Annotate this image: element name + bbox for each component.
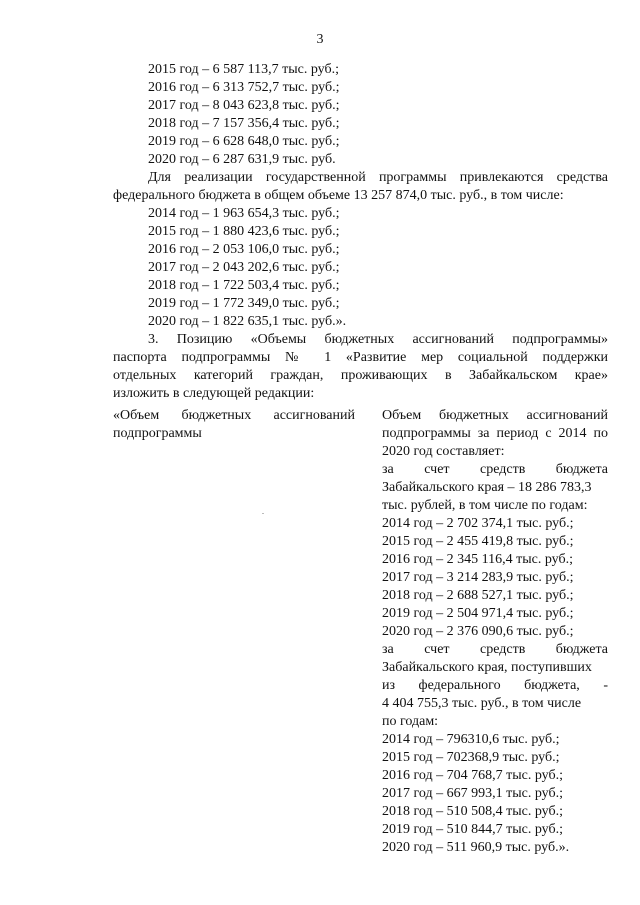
federal-year-line: 2016 год – 2 053 106,0 тыс. руб.; xyxy=(148,242,340,257)
top-year-line: 2018 год – 7 157 356,4 тыс. руб.; xyxy=(148,116,340,131)
table-right-year-line: 2016 год – 704 768,7 тыс. руб.; xyxy=(382,768,563,783)
table-right-year-line: 2019 год – 510 844,7 тыс. руб.; xyxy=(382,822,563,837)
federal-year-line: 2018 год – 1 722 503,4 тыс. руб.; xyxy=(148,278,340,293)
table-right-year-line: 2015 год – 702368,9 тыс. руб.; xyxy=(382,750,560,765)
table-left-line: подпрограммы xyxy=(113,426,202,441)
table-right-year-line: 2014 год – 796310,6 тыс. руб.; xyxy=(382,732,560,747)
table-right-line: по годам: xyxy=(382,714,439,729)
table-right-year-line: 2017 год – 3 214 283,9 тыс. руб.; xyxy=(382,570,574,585)
top-year-line: 2015 год – 6 587 113,7 тыс. руб.; xyxy=(148,62,339,77)
top-year-line: 2017 год – 8 043 623,8 тыс. руб.; xyxy=(148,98,340,113)
table-right-line: 2020 год составляет: xyxy=(382,444,505,459)
table-right-line: подпрограммы за период с 2014 по xyxy=(382,426,608,441)
top-year-line: 2016 год – 6 313 752,7 тыс. руб.; xyxy=(148,80,340,95)
item3-line: изложить в следующей редакции: xyxy=(113,386,315,401)
item3-line: паспорта подпрограммы № 1 «Развитие мер социальной поддержки xyxy=(113,350,608,365)
federal-year-line: 2014 год – 1 963 654,3 тыс. руб.; xyxy=(148,206,340,221)
table-right-line: из федерального бюджета, - xyxy=(382,678,608,693)
table-right-year-line: 2014 год – 2 702 374,1 тыс. руб.; xyxy=(382,516,574,531)
table-right-year-line: 2017 год – 667 993,1 тыс. руб.; xyxy=(382,786,563,801)
federal-paragraph-line: федерального бюджета в общем объеме 13 257 874,0 тыс. руб., в том числе: xyxy=(113,188,564,203)
federal-year-line: 2019 год – 1 772 349,0 тыс. руб.; xyxy=(148,296,340,311)
table-right-line: Забайкальского края – 18 286 783,3 xyxy=(382,480,592,495)
item3-line: 3. Позицию «Объемы бюджетных ассигнований подпрограммы» xyxy=(148,332,608,347)
table-right-line: тыс. рублей, в том числе по годам: xyxy=(382,498,588,513)
federal-year-line: 2020 год – 1 822 635,1 тыс. руб.». xyxy=(148,314,347,329)
federal-paragraph-line: Для реализации государственной программы привлекаются средства xyxy=(148,170,608,185)
table-right-year-line: 2020 год – 2 376 090,6 тыс. руб.; xyxy=(382,624,574,639)
page-number: 3 xyxy=(316,32,324,47)
table-right-line: за счет средств бюджета xyxy=(382,642,608,657)
table-right-line: за счет средств бюджета xyxy=(382,462,608,477)
federal-year-line: 2017 год – 2 043 202,6 тыс. руб.; xyxy=(148,260,340,275)
federal-year-line: 2015 год – 1 880 423,6 тыс. руб.; xyxy=(148,224,340,239)
scan-speck xyxy=(262,513,264,514)
table-left-line: «Объем бюджетных ассигнований xyxy=(113,408,355,423)
top-year-line: 2019 год – 6 628 648,0 тыс. руб.; xyxy=(148,134,340,149)
table-right-line: 4 404 755,3 тыс. руб., в том числе xyxy=(382,696,582,711)
item3-line: отдельных категорий граждан, проживающих в Забайкальском крае» xyxy=(113,368,608,383)
top-year-line: 2020 год – 6 287 631,9 тыс. руб. xyxy=(148,152,336,167)
table-right-line: Объем бюджетных ассигнований xyxy=(382,408,608,423)
table-right-line: Забайкальского края, поступивших xyxy=(382,660,592,675)
table-right-year-line: 2018 год – 2 688 527,1 тыс. руб.; xyxy=(382,588,574,603)
table-right-year-line: 2019 год – 2 504 971,4 тыс. руб.; xyxy=(382,606,574,621)
table-right-year-line: 2018 год – 510 508,4 тыс. руб.; xyxy=(382,804,563,819)
table-right-year-line: 2020 год – 511 960,9 тыс. руб.». xyxy=(382,840,570,855)
table-right-year-line: 2015 год – 2 455 419,8 тыс. руб.; xyxy=(382,534,574,549)
table-right-year-line: 2016 год – 2 345 116,4 тыс. руб.; xyxy=(382,552,573,567)
